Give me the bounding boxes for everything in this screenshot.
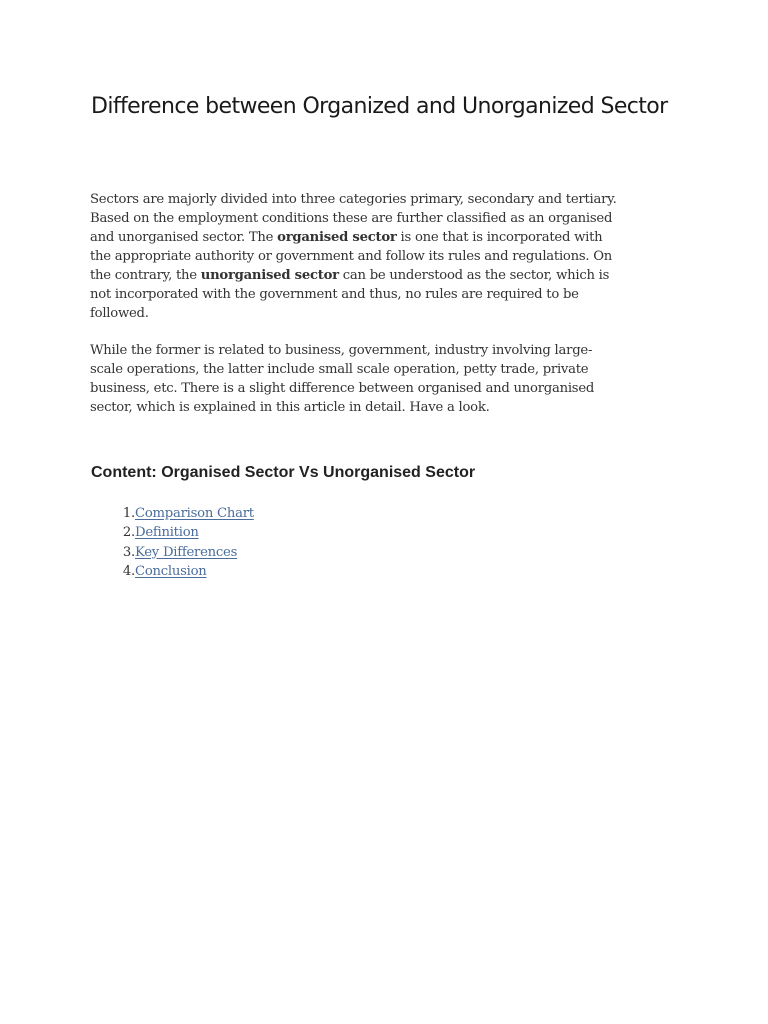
toc-item bbox=[90, 504, 254, 523]
intro-text: and unorganised sector. The bbox=[90, 230, 278, 245]
intro-paragraph bbox=[90, 190, 690, 323]
intro-text: is one that is incorporated with bbox=[396, 230, 603, 245]
toc-item bbox=[90, 562, 254, 581]
intro-text: can be understood as the sector, which is bbox=[338, 268, 610, 283]
intro-text: the contrary, the bbox=[90, 268, 201, 283]
table-of-contents bbox=[90, 504, 254, 581]
toc-item bbox=[90, 543, 254, 562]
intro-line bbox=[90, 228, 690, 247]
toc-item bbox=[90, 523, 254, 542]
content-heading: Content: Organised Sector Vs Unorganised Sector bbox=[91, 464, 476, 481]
intro-line: the appropriate authority or government and follow its rules and regulations. On bbox=[90, 249, 613, 264]
toc-link-key-differences[interactable]: Key Differences bbox=[135, 544, 238, 560]
intro-line: followed. bbox=[90, 306, 149, 321]
toc-number: 1. bbox=[122, 506, 135, 521]
toc-number: 4. bbox=[122, 563, 135, 579]
toc-link-comparison-chart[interactable]: Comparison Chart bbox=[135, 506, 254, 521]
paragraph-line: sector, which is explained in this article in detail. Have a look. bbox=[90, 400, 490, 415]
toc-number: 3. bbox=[122, 544, 135, 560]
intro-line: Based on the employment conditions these are further classified as an organised bbox=[90, 211, 613, 226]
toc-link-conclusion[interactable]: Conclusion bbox=[135, 563, 207, 579]
organised-sector-term: organised sector bbox=[277, 230, 397, 245]
toc-link-definition[interactable]: Definition bbox=[135, 525, 199, 541]
paragraph-line: While the former is related to business, government, industry involving large- bbox=[90, 343, 593, 358]
paragraph-line: business, etc. There is a slight difference between organised and unorganised bbox=[90, 381, 595, 396]
intro-line: Sectors are majorly divided into three categories primary, secondary and tertiary. bbox=[90, 192, 617, 207]
toc-number: 2. bbox=[122, 525, 135, 541]
paragraph-line: scale operations, the latter include small scale operation, petty trade, private bbox=[90, 362, 589, 377]
unorganised-sector-term: unorganised sector bbox=[200, 268, 339, 283]
intro-line bbox=[90, 266, 690, 285]
intro-line: not incorporated with the government and thus, no rules are required to be bbox=[90, 287, 579, 302]
second-paragraph bbox=[90, 341, 690, 417]
page-title: Difference between Organized and Unorganized Sector bbox=[91, 94, 668, 119]
